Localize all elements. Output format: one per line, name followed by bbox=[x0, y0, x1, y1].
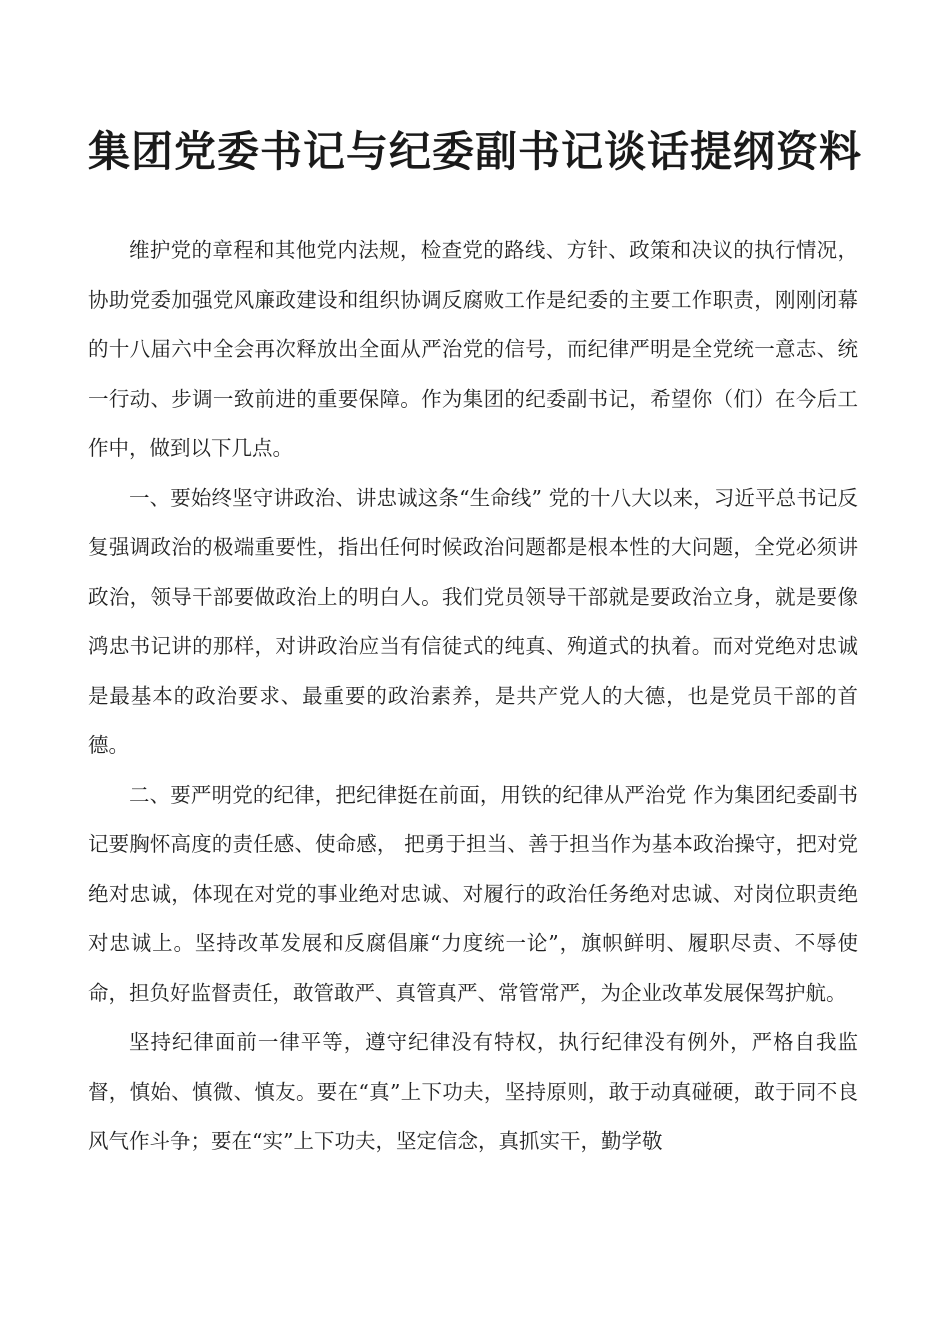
document-title: 集团党委书记与纪委副书记谈话提纲资料 bbox=[87, 127, 862, 176]
document-body bbox=[88, 226, 858, 1167]
paragraph-discipline: 坚持纪律面前一律平等，遵守纪律没有特权，执行纪律没有例外，严格自我监督，慎始、慎微、慎友。要在“真”上下功夫，坚持原则，敢于动真碰硬，敢于同不良风气作斗争；要在“实”上下功夫，坚定信念，真抓实干，勤学敬 bbox=[88, 1030, 858, 1153]
paragraph-section-2: 二、要严明党的纪律，把纪律挺在前面，用铁的纪律从严治党 作为集团纪委副书记要胸怀高度的责任感、使命感， 把勇于担当、善于担当作为基本政治操守，把对党绝对忠诚，体现在对党的事业绝对忠诚、对履行的政治任务绝对忠诚、对岗位职责绝对忠诚上。坚持改革发展和反腐倡廉“力度统一论”，旗帜鲜明、履职尽责、不辱使命，担负好监督责任，敢管敢严、真管真严、常管常严，为企业改革发展保驾护航。 bbox=[88, 782, 858, 1005]
paragraph-section-1: 一、要始终坚守讲政治、讲忠诚这条“生命线” 党的十八大以来，习近平总书记反复强调政治的极端重要性，指出任何时候政治问题都是根本性的大问题，全党必须讲政治，领导干部要做政治上的明白人。我们党员领导干部就是要政治立身，就是要像鸿忠书记讲的那样，对讲政治应当有信徒式的纯真、殉道式的执着。而对党绝对忠诚是最基本的政治要求、最重要的政治素养，是共产党人的大德，也是党员干部的首德。 bbox=[88, 485, 858, 757]
paragraph-intro: 维护党的章程和其他党内法规，检查党的路线、方针、政策和决议的执行情况，协助党委加强党风廉政建设和组织协调反腐败工作是纪委的主要工作职责，刚刚闭幕的十八届六中全会再次释放出全面从严治党的信号，而纪律严明是全党统一意志、统一行动、步调一致前进的重要保障。作为集团的纪委副书记，希望你（们）在今后工作中，做到以下几点。 bbox=[88, 238, 858, 460]
